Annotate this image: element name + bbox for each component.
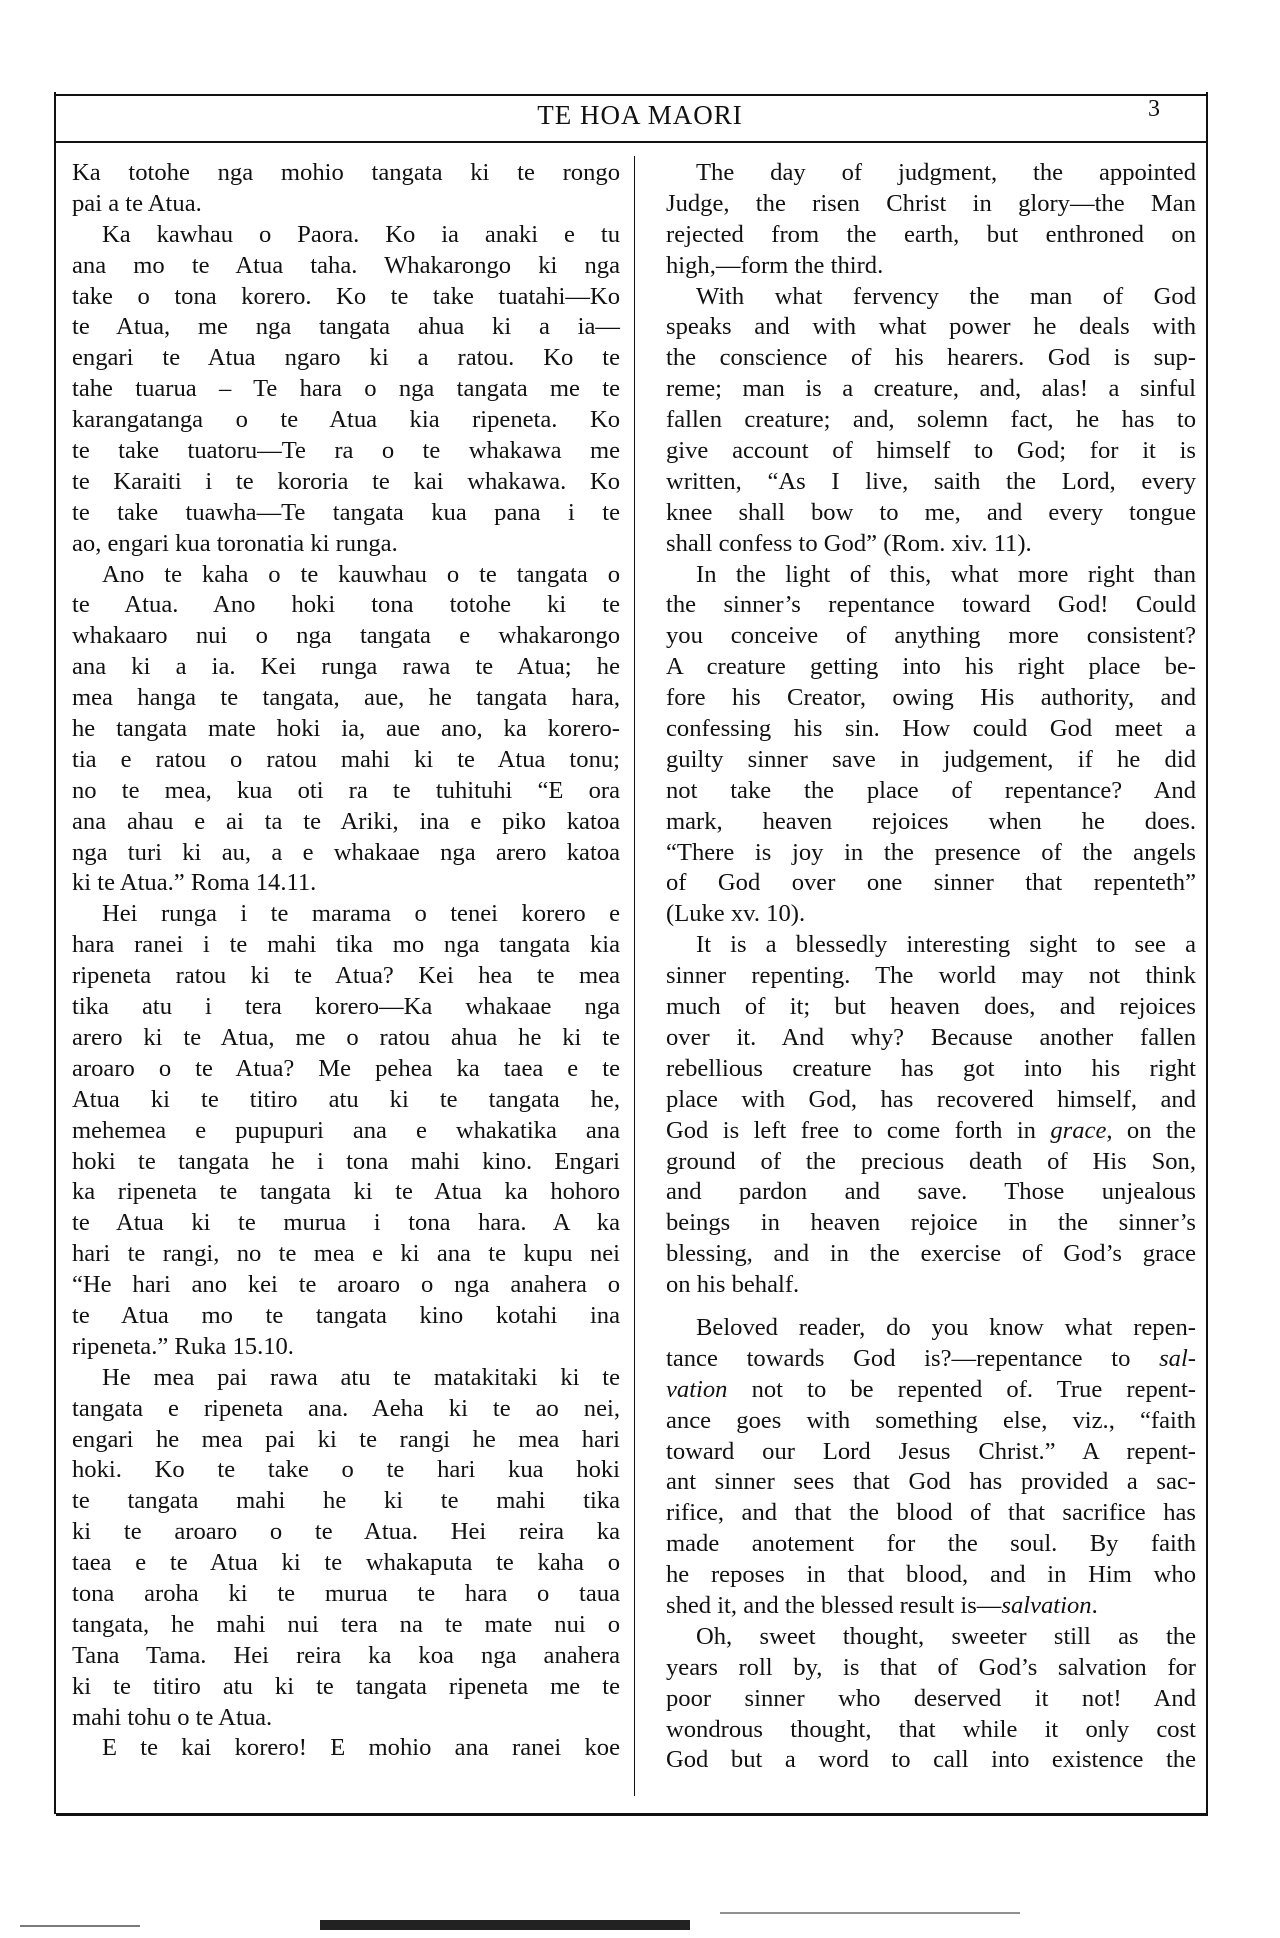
text-line: aroaro o te Atua? Me pehea ka taea e te: [72, 1054, 620, 1082]
paragraph: [72, 560, 620, 900]
text-line: on his behalf.: [666, 1271, 800, 1299]
text-line: fallen creature; and, solemn fact, he has to: [666, 406, 1196, 434]
italic-text: grace: [1050, 1116, 1107, 1144]
text-line: take o tona korero. Ko te take tuatahi—Ko: [72, 282, 620, 310]
text-line: hoki te tangata he i tona mahi kino. Engari: [72, 1147, 620, 1175]
text-line: tangata, he mahi nui tera na te mate nui o: [72, 1610, 620, 1638]
text-line: of God over one sinner that repenteth”: [666, 869, 1196, 897]
text-line: With what fervency the man of God: [696, 282, 1196, 310]
column-divider: [634, 156, 635, 1796]
text-segment: God is left free to come forth in: [666, 1116, 1051, 1144]
text-line: confessing his sin. How could God meet a: [666, 715, 1196, 743]
text-line: ka ripeneta te tangata ki te Atua ka hohoro: [72, 1178, 620, 1206]
text-line: written, “As I live, saith the Lord, every: [666, 467, 1196, 495]
text-line: [666, 1116, 1196, 1147]
paragraph: [72, 220, 620, 560]
paragraph: [666, 158, 1196, 282]
text-line: “He hari ano kei te aroaro o nga anahera o: [72, 1271, 620, 1299]
text-line: ki te aroaro o te Atua. Hei reira ka: [72, 1518, 620, 1546]
italic-text: sal-: [1159, 1344, 1196, 1372]
print-smudge: [20, 1925, 140, 1927]
text-line: no te mea, kua oti ra te tuhituhi “E ora: [72, 776, 620, 804]
text-line: ao, engari kua toronatia ki runga.: [72, 529, 398, 557]
text-line: and pardon and save. Those unjealous: [666, 1178, 1196, 1206]
paragraph: [666, 1313, 1196, 1622]
text-line: [666, 1591, 1196, 1622]
text-line: ance goes with something else, viz., “faith: [666, 1406, 1196, 1434]
text-line: sinner repenting. The world may not think: [666, 962, 1196, 990]
text-line: ground of the precious death of His Son,: [666, 1147, 1196, 1175]
text-line: hoki. Ko te take o te hari kua hoki: [72, 1456, 620, 1484]
text-line: tia e ratou o ratou mahi ki te Atua tonu;: [72, 745, 620, 773]
text-line: tangata e ripeneta ana. Aeha ki te ao nei,: [72, 1394, 620, 1422]
text-line: [666, 1344, 1196, 1375]
text-line: mea hanga te tangata, aue, he tangata hara,: [72, 684, 620, 712]
text-line: taea e te Atua ki te whakaputa te kaha o: [72, 1549, 620, 1577]
text-line: made anotement for the soul. By faith: [666, 1530, 1196, 1558]
top-rule: [56, 94, 1206, 96]
text-line: “There is joy in the presence of the angels: [666, 838, 1196, 866]
print-smudge: [720, 1912, 1020, 1914]
text-line: speaks and with what power he deals with: [666, 313, 1196, 341]
print-smudge: [320, 1920, 690, 1930]
text-line: Ano te kaha o te kauwhau o te tangata o: [102, 560, 620, 588]
maori-text-column: [72, 158, 620, 1764]
text-line: arero ki te Atua, me o ratou ahua he ki te: [72, 1023, 620, 1051]
text-line: engari he mea pai ki te rangi he mea hari: [72, 1425, 620, 1453]
text-line: the sinner’s repentance toward God! Could: [666, 591, 1196, 619]
text-line: nga turi ki au, a e whakaae nga arero katoa: [72, 838, 620, 866]
text-line: Tana Tama. Hei reira ka koa nga anahera: [72, 1641, 620, 1669]
paragraph: [72, 1363, 620, 1734]
text-line: te Atua mo te tangata kino kotahi ina: [72, 1301, 620, 1329]
masthead-rule: [56, 141, 1206, 143]
text-line: mahi tohu o te Atua.: [72, 1703, 273, 1731]
text-line: A creature getting into his right place be-: [666, 653, 1196, 681]
text-line: poor sinner who deserved it not! And: [666, 1684, 1196, 1712]
text-line: mark, heaven rejoices when he does.: [666, 807, 1196, 835]
text-segment: , on the: [1106, 1116, 1196, 1144]
paragraph: [72, 158, 620, 220]
text-line: Judge, the risen Christ in glory—the Man: [666, 189, 1196, 217]
text-line: te Atua. Ano hoki tona totohe ki te: [72, 591, 620, 619]
text-line: Beloved reader, do you know what repen-: [696, 1313, 1196, 1341]
text-line: engari te Atua ngaro ki a ratou. Ko te: [72, 344, 620, 372]
text-line: ana ki a ia. Kei runga rawa te Atua; he: [72, 653, 620, 681]
text-line: give account of himself to God; for it is: [666, 437, 1196, 465]
text-line: karangatanga o te Atua kia ripeneta. Ko: [72, 406, 620, 434]
text-line: tahe tuarua – Te hara o nga tangata me te: [72, 375, 620, 403]
paragraph: [666, 930, 1196, 1301]
text-line: beings in heaven rejoice in the sinner’s: [666, 1209, 1196, 1237]
text-line: rejected from the earth, but enthroned on: [666, 220, 1196, 248]
page-number: 3: [1148, 96, 1160, 122]
text-line: ripeneta ratou ki te Atua? Kei hea te mea: [72, 962, 620, 990]
text-line: te take tuatoru—Te ra o te whakawa me: [72, 437, 620, 465]
text-line: years roll by, is that of God’s salvation for: [666, 1653, 1196, 1681]
text-line: mehemea e pupupuri ana e whakatika ana: [72, 1116, 620, 1144]
text-line: ki te titiro atu ki te tangata ripeneta me te: [72, 1672, 620, 1700]
text-segment: .: [1091, 1591, 1098, 1619]
text-line: te Atua ki te murua i tona hara. A ka: [72, 1209, 620, 1237]
text-line: Oh, sweet thought, sweeter still as the: [696, 1622, 1196, 1650]
text-line: high,—form the third.: [666, 251, 884, 279]
text-line: wondrous thought, that while it only cost: [666, 1715, 1196, 1743]
text-line: hari te rangi, no te mea e ki ana te kupu nei: [72, 1240, 620, 1268]
text-line: rifice, and that the blood of that sacrifice has: [666, 1499, 1196, 1527]
text-line: ripeneta.” Ruka 15.10.: [72, 1332, 294, 1360]
text-line: (Luke xv. 10).: [666, 900, 806, 928]
text-line: te take tuawha—Te tangata kua pana i te: [72, 498, 620, 526]
text-line: Ka totohe nga mohio tangata ki te rongo: [72, 159, 620, 186]
text-line: It is a blessedly interesting sight to see a: [696, 931, 1196, 959]
text-line: fore his Creator, owing His authority, and: [666, 684, 1196, 712]
text-line: God but a word to call into existence the: [666, 1746, 1196, 1774]
masthead-title: TE HOA MAORI: [537, 100, 743, 130]
text-line: te Karaiti i te kororia te kai whakawa. Ko: [72, 467, 620, 495]
paragraph: [666, 560, 1196, 931]
text-line: not take the place of repentance? And: [666, 776, 1196, 804]
text-line: He mea pai rawa atu te matakitaki ki te: [102, 1363, 620, 1391]
bottom-rule: [56, 1813, 1208, 1816]
text-line: the conscience of his hearers. God is sup-: [666, 344, 1196, 372]
text-line: guilty sinner save in judgement, if he did: [666, 745, 1196, 773]
text-segment: not to be repented of. True repent-: [727, 1375, 1196, 1403]
text-line: Ka kawhau o Paora. Ko ia anaki e tu: [102, 220, 620, 248]
text-line: he tangata mate hoki ia, aue ano, ka korero-: [72, 715, 620, 743]
text-line: ant sinner sees that God has provided a sac-: [666, 1468, 1196, 1496]
italic-text: vation: [666, 1375, 728, 1403]
text-line: you conceive of anything more consistent?: [666, 622, 1196, 650]
text-line: he reposes in that blood, and in Him who: [666, 1561, 1196, 1589]
text-line: Atua ki te titiro atu ki te tangata he,: [72, 1085, 620, 1113]
text-line: In the light of this, what more right than: [696, 560, 1196, 588]
italic-text: salvation: [1001, 1591, 1092, 1619]
paragraph: [72, 1733, 620, 1764]
frame-right-border: [1206, 92, 1208, 1814]
text-line: knee shall bow to me, and every tongue: [666, 498, 1196, 526]
text-line: blessing, and in the exercise of God’s grace: [666, 1240, 1196, 1268]
english-text-column: [666, 158, 1196, 1776]
text-line: rebellious creature has got into his right: [666, 1054, 1196, 1082]
text-line: over it. And why? Because another fallen: [666, 1023, 1196, 1051]
text-line: ana ahau e ai ta te Ariki, ina e piko katoa: [72, 807, 620, 835]
text-line: E te kai korero! E mohio ana ranei koe: [102, 1734, 620, 1762]
text-line: The day of judgment, the appointed: [696, 159, 1196, 186]
paragraph: [72, 899, 620, 1362]
text-line: [666, 1375, 1196, 1406]
text-line: toward our Lord Jesus Christ.” A repent-: [666, 1437, 1196, 1465]
text-line: hara ranei i te mahi tika mo nga tangata kia: [72, 931, 620, 959]
text-line: ana mo te Atua taha. Whakarongo ki nga: [72, 251, 620, 279]
text-line: shall confess to God” (Rom. xiv. 11).: [666, 529, 1032, 557]
text-segment: tance towards God is?—repentance to: [666, 1344, 1160, 1372]
text-line: much of it; but heaven does, and rejoices: [666, 993, 1196, 1021]
text-line: whakaaro nui o nga tangata e whakarongo: [72, 622, 620, 650]
text-line: reme; man is a creature, and, alas! a sinful: [666, 375, 1196, 403]
text-line: pai a te Atua.: [72, 189, 202, 217]
text-line: te tangata mahi he ki te mahi tika: [72, 1487, 620, 1515]
text-segment: shed it, and the blessed result is—: [666, 1591, 1002, 1619]
text-line: place with God, has recovered himself, and: [666, 1085, 1196, 1113]
text-line: te Atua, me nga tangata ahua ki a ia—: [72, 313, 620, 341]
frame-left-border: [54, 92, 56, 1814]
text-line: tika atu i tera korero—Ka whakaae nga: [72, 993, 620, 1021]
paragraph: [666, 1622, 1196, 1776]
text-line: ki te Atua.” Roma 14.11.: [72, 869, 317, 897]
paragraph: [666, 282, 1196, 560]
text-line: tona aroha ki te murua te hara o taua: [72, 1579, 620, 1607]
text-line: Hei runga i te marama o tenei korero e: [102, 900, 620, 928]
